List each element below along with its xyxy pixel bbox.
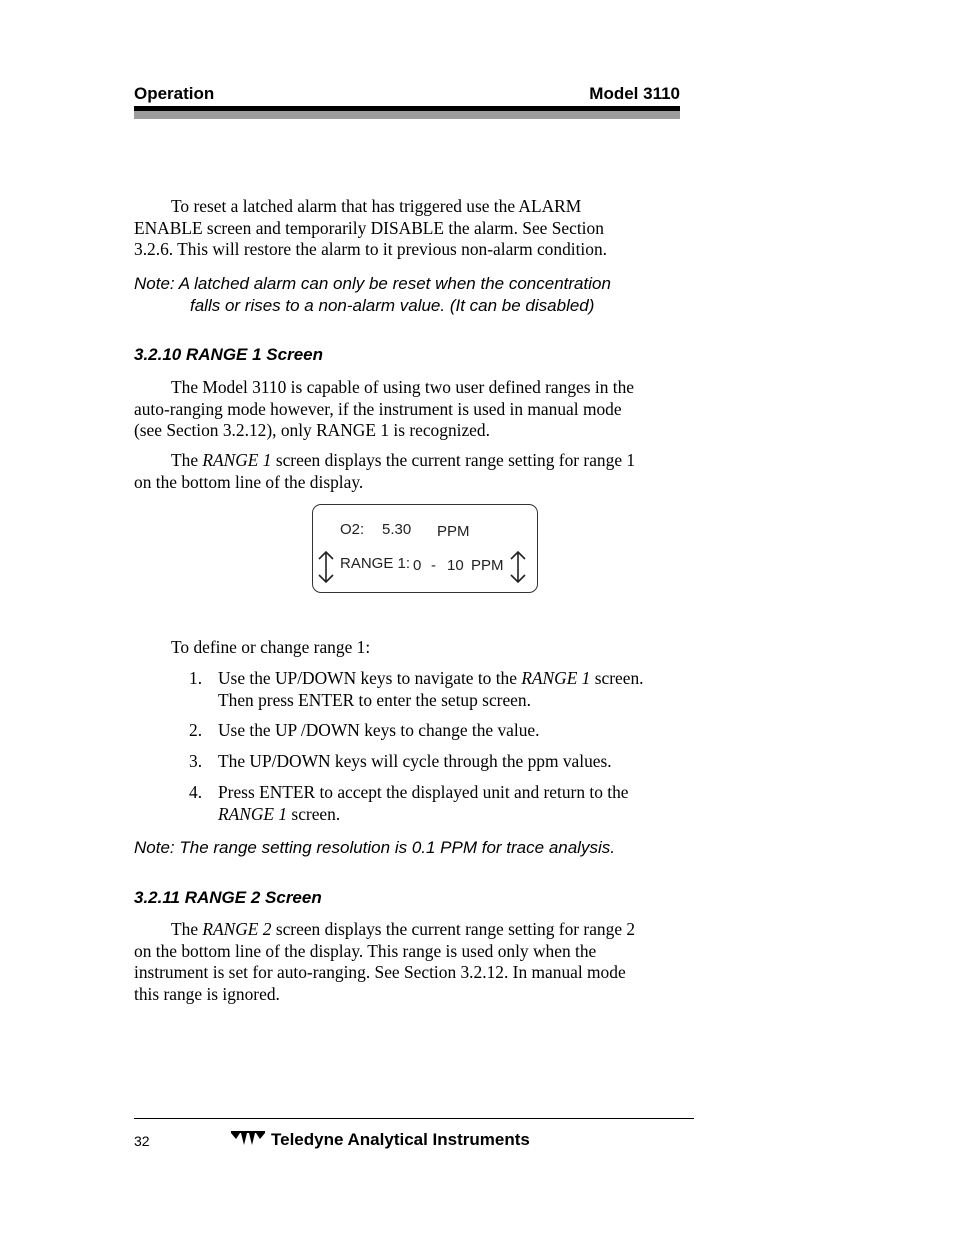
header-rule-shade — [134, 111, 680, 119]
step1-pre: Use the UP/DOWN keys to navigate to the — [218, 668, 522, 688]
step-number: 1. — [189, 668, 203, 688]
page-number: 32 — [134, 1133, 150, 1149]
up-down-arrow-icon — [509, 550, 527, 584]
step4-em: RANGE 1 — [218, 803, 288, 824]
range1-p2-em: RANGE 1 — [202, 450, 272, 470]
lcd-range-label: RANGE 1: — [340, 555, 411, 572]
intro-line-3: 3.2.6. This will restore the alarm to it previous non-alarm condition. — [134, 239, 607, 260]
range2-line-2: on the bottom line of the display. This range is used only when the — [134, 940, 597, 961]
step3-text: The UP/DOWN keys will cycle through the ppm values. — [218, 751, 612, 771]
range1-p1-line-1: The Model 3110 is capable of using two user defined ranges in the — [171, 377, 634, 397]
note1-line-1: Note: A latched alarm can only be reset when the concentration — [134, 274, 611, 293]
up-down-arrow-icon — [317, 550, 335, 584]
define-intro-text: To define or change range 1: — [171, 637, 371, 657]
heading-range2: 3.2.11 RANGE 2 Screen — [134, 888, 322, 907]
step1-post: screen. — [590, 668, 644, 688]
define-intro — [134, 637, 680, 659]
range2-em: RANGE 2 — [202, 919, 272, 939]
intro-paragraph — [134, 196, 680, 261]
step-number: 4. — [189, 782, 203, 802]
range2-pre: The — [171, 919, 203, 939]
lcd-range-high: 10 — [447, 557, 464, 574]
range1-p2-pre: The — [171, 450, 203, 470]
teledyne-logo-icon — [230, 1130, 266, 1148]
list-item — [134, 782, 680, 826]
step-number: 3. — [189, 751, 203, 771]
lcd-o2-value: 5.30 — [382, 521, 412, 538]
lcd-range-low: 0 — [413, 557, 422, 574]
note-latched-alarm — [134, 273, 680, 316]
lcd-range-unit: PPM — [471, 557, 504, 574]
range2-line-4: this range is ignored. — [134, 983, 280, 1004]
lcd-display — [312, 504, 538, 593]
step1-line-2: Then press ENTER to enter the setup screen. — [218, 689, 531, 710]
list-item — [134, 751, 680, 773]
range2-paragraph — [134, 919, 680, 1005]
lcd-o2-label: O2: — [340, 521, 365, 538]
footer-rule — [134, 1118, 694, 1119]
note-range-resolution: Note: The range setting resolution is 0.1 PPM for trace analysis. — [134, 838, 615, 857]
intro-line-2: ENABLE screen and temporarily DISABLE the alarm. See Section — [134, 217, 604, 238]
range1-p2-line-2: on the bottom line of the display. — [134, 471, 364, 492]
range1-p2-post: screen displays the current range setting for range 1 — [271, 450, 636, 470]
list-item — [134, 720, 680, 742]
header-model: Model 3110 — [589, 84, 680, 103]
lcd-range-dash: - — [431, 557, 436, 574]
company-name: Teledyne Analytical Instruments — [271, 1130, 530, 1149]
note1-line-2: falls or rises to a non-alarm value. (It can be disabled) — [190, 295, 595, 315]
heading-range1: 3.2.10 RANGE 1 Screen — [134, 345, 323, 364]
step2-text: Use the UP /DOWN keys to change the value. — [218, 720, 540, 740]
range1-paragraph-1 — [134, 377, 680, 442]
list-item — [134, 668, 680, 712]
intro-line-1: To reset a latched alarm that has triggered use the ALARM — [171, 196, 582, 216]
range1-paragraph-2 — [134, 450, 680, 493]
range1-p1-line-2: auto-ranging mode however, if the instrument is used in manual mode — [134, 398, 622, 419]
range1-p1-line-3: (see Section 3.2.12), only RANGE 1 is recognized. — [134, 420, 490, 441]
step1-em: RANGE 1 — [521, 668, 591, 688]
step4-post: screen. — [287, 803, 341, 824]
header-section-title: Operation — [134, 84, 215, 103]
range2-line-3: instrument is set for auto-ranging. See Section 3.2.12. In manual mode — [134, 962, 626, 983]
range2-post: screen displays the current range setting for range 2 — [271, 919, 636, 939]
step4-line-1: Press ENTER to accept the displayed unit and return to the — [218, 782, 629, 802]
step-number: 2. — [189, 720, 203, 740]
lcd-o2-unit: PPM — [437, 523, 470, 540]
